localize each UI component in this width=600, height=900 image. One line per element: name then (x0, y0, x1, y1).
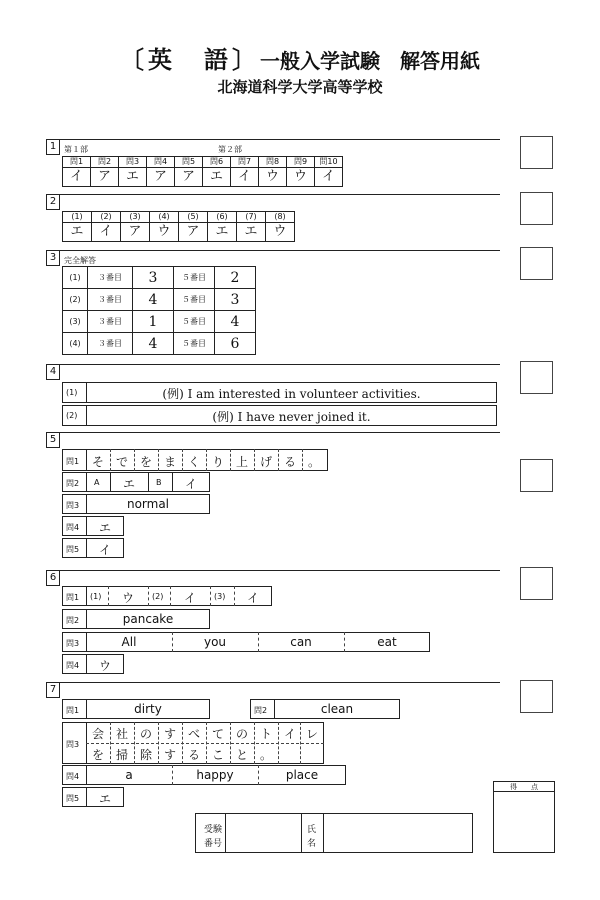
q7-q5-answer: エ (98, 792, 111, 806)
q2-label: (5) (179, 212, 208, 223)
q3-answer-grid (62, 266, 256, 355)
q1-label: 問9 (287, 157, 315, 168)
q6-number: 6 (46, 570, 60, 586)
q3-caption: 完全解答 (64, 256, 96, 265)
q5-q1-char: く (187, 455, 200, 469)
q7-q3-char: る (187, 748, 200, 762)
q1-answer: エ (203, 168, 231, 187)
q2-label: (1) (63, 212, 92, 223)
q7-q3-char: の (235, 727, 248, 741)
q1-label: 問6 (203, 157, 231, 168)
q2-score-box[interactable] (520, 192, 553, 225)
q1-answer: ア (91, 168, 119, 187)
q7-q1-answer: dirty (134, 702, 162, 716)
q5-divider (148, 472, 149, 492)
q2-answer: イ (92, 223, 121, 242)
q7-q3-char: 除 (139, 748, 152, 762)
q5-cell-divider (158, 449, 159, 471)
q1-label: 問2 (91, 157, 119, 168)
q7-q3-char: す (163, 748, 176, 762)
q5-q3-label: 問3 (66, 501, 80, 510)
q7-q4-word: a (125, 768, 133, 782)
total-score-label: 得 点 (510, 783, 538, 791)
q6-q1-label: 問1 (66, 593, 80, 602)
q6-q4-label: 問4 (66, 661, 80, 670)
q5-q2-label-b: B (156, 478, 162, 487)
q2-answer-grid (62, 211, 295, 242)
q7-q3-row-divider (86, 743, 324, 744)
q7-q3-char: 。 (259, 748, 272, 762)
q2-answer: エ (237, 223, 266, 242)
q6-rule (60, 570, 500, 571)
q7-cell-divider (182, 722, 183, 764)
q3-row-label: (1) (63, 267, 88, 289)
q7-q3-char: て (211, 727, 224, 741)
q2-label: (4) (150, 212, 179, 223)
q7-q3-char: を (91, 748, 104, 762)
q3-answer-3rd: 4 (133, 289, 174, 311)
q5-cell-divider (134, 449, 135, 471)
q2-answer: エ (63, 223, 92, 242)
q7-rule (60, 682, 500, 683)
q2-answer: ウ (266, 223, 295, 242)
q5-q2-answer-a: エ (122, 477, 135, 491)
q5-q1-char: ま (163, 455, 176, 469)
q6-q3-label: 問3 (66, 639, 80, 648)
q1-label: 問4 (147, 157, 175, 168)
q2-answer: ア (179, 223, 208, 242)
q5-q1-char: る (283, 455, 296, 469)
q1-label: 問10 (315, 157, 343, 168)
q5-q1-char: げ (259, 455, 272, 469)
q3-pos3-label: ３番目 (88, 267, 133, 289)
q6-q3-word: All (121, 635, 137, 649)
q1-part2: 第２部 (218, 145, 242, 154)
q6-cell-divider (148, 586, 149, 606)
q7-cell-divider (110, 722, 111, 764)
q7-q3-char: 掃 (115, 748, 128, 762)
q7-q3-char: ト (259, 727, 272, 741)
name-field[interactable] (324, 814, 472, 852)
q3-answer-5th: 4 (215, 311, 256, 333)
q5-cell-divider (278, 449, 279, 471)
q5-q5-answer: イ (98, 543, 111, 557)
q5-q5-label: 問5 (66, 545, 80, 554)
q3-answer-5th: 2 (215, 267, 256, 289)
q1-label: 問8 (259, 157, 287, 168)
q5-q2-label-a: A (94, 478, 100, 487)
q3-score-box[interactable] (520, 247, 553, 280)
q7-cell-divider (230, 722, 231, 764)
q5-rule (60, 432, 500, 433)
q5-q2-answer-b: イ (184, 477, 197, 491)
q7-score-box[interactable] (520, 680, 553, 713)
q1-answer: ア (175, 168, 203, 187)
q7-q3-char: こ (211, 748, 224, 762)
q7-q4-word: happy (196, 768, 234, 782)
school-name: 北海道科学大学高等学校 (217, 78, 383, 96)
q5-score-box[interactable] (520, 459, 553, 492)
q6-score-box[interactable] (520, 567, 553, 600)
q3-number: 3 (46, 250, 60, 266)
q7-q1-label: 問1 (66, 706, 80, 715)
q6-q1-part2: (2) (152, 592, 164, 601)
q7-q3-char: の (139, 727, 152, 741)
name-label-1: 氏 (307, 825, 317, 835)
q3-pos5-label: ５番目 (174, 289, 215, 311)
q2-label: (3) (121, 212, 150, 223)
total-score-field[interactable] (494, 792, 554, 852)
q1-rule (60, 139, 500, 140)
q1-answer: ウ (287, 168, 315, 187)
q6-q1-part3: (3) (214, 592, 226, 601)
q5-cell-divider (230, 449, 231, 471)
q5-cell-divider (182, 449, 183, 471)
q2-rule (60, 194, 500, 195)
q1-label: 問5 (175, 157, 203, 168)
q7-q3-char: イ (283, 727, 296, 741)
q5-q3-answer: normal (126, 497, 170, 511)
q7-q3-char: べ (187, 727, 200, 741)
q7-q4-word: place (285, 768, 319, 782)
q3-answer-5th: 3 (215, 289, 256, 311)
q7-number: 7 (46, 682, 60, 698)
q7-q3-char: 会 (91, 727, 104, 741)
q4-rule (60, 364, 500, 365)
q3-row-label: (3) (63, 311, 88, 333)
q6-q3-word: can (290, 635, 312, 649)
q6-q1-answer2: イ (183, 591, 196, 605)
exam-number-label-1: 受験 (204, 825, 223, 835)
q5-cell-divider (302, 449, 303, 471)
q7-cell-divider (206, 722, 207, 764)
q7-q4-label: 問4 (66, 772, 80, 781)
q7-q5-label: 問5 (66, 794, 80, 803)
q3-answer-5th: 6 (215, 333, 256, 355)
q2-number: 2 (46, 194, 60, 210)
q5-q1-char: を (139, 455, 152, 469)
q1-answer: イ (231, 168, 259, 187)
q1-label: 問1 (63, 157, 91, 168)
q1-score-box[interactable] (520, 136, 553, 169)
q2-label: (7) (237, 212, 266, 223)
q7-cell-divider (158, 722, 159, 764)
q4-score-box[interactable] (520, 361, 553, 394)
q7-q2-answer: clean (320, 702, 354, 716)
q2-answer: ウ (150, 223, 179, 242)
q1-answer: ウ (259, 168, 287, 187)
q1-part1: 第１部 (64, 145, 88, 154)
q6-q3-word: you (203, 635, 227, 649)
q4-answer-2: (例) I have never joined it. (212, 410, 371, 424)
q1-answer: ア (147, 168, 175, 187)
q3-pos5-label: ５番目 (174, 311, 215, 333)
q5-divider (86, 472, 87, 492)
name-label-2: 名 (307, 839, 317, 849)
q7-q3-char: す (163, 727, 176, 741)
q5-q2-label: 問2 (66, 479, 80, 488)
sheet-title: 〔英 語〕一般入学試験 解答用紙 (120, 45, 480, 74)
q5-q4-answer: エ (98, 521, 111, 535)
q5-q1-char: で (115, 455, 128, 469)
q3-pos3-label: ３番目 (88, 289, 133, 311)
q1-answer-grid (62, 156, 343, 187)
q4-label-2: (2) (66, 411, 78, 420)
q3-answer-3rd: 1 (133, 311, 174, 333)
q7-cell-divider (254, 722, 255, 764)
name-divider (301, 813, 302, 853)
q3-pos3-label: ３番目 (88, 333, 133, 355)
q5-q1-char: そ (91, 455, 104, 469)
q4-answer-1: (例) I am interested in volunteer activities. (162, 387, 421, 401)
q5-q1-char: り (211, 455, 224, 469)
q3-answer-3rd: 4 (133, 333, 174, 355)
q1-answer: エ (119, 168, 147, 187)
q7-q3-char: と (235, 748, 248, 762)
q2-label: (8) (266, 212, 295, 223)
q7-q3-char: 社 (115, 727, 128, 741)
q1-answer: イ (63, 168, 91, 187)
q2-answer: ア (121, 223, 150, 242)
q6-q3-word: eat (377, 635, 397, 649)
q6-q2-answer: pancake (122, 612, 174, 626)
q3-rule (60, 250, 500, 251)
q7-q3-label: 問3 (66, 740, 80, 749)
q6-q4-answer: ウ (98, 659, 111, 673)
q6-divider (86, 586, 87, 606)
q5-number: 5 (46, 432, 60, 448)
q2-label: (2) (92, 212, 121, 223)
q5-cell-divider (254, 449, 255, 471)
q5-q1-char: 上 (235, 455, 248, 469)
q7-q3-char: レ (305, 727, 318, 741)
q6-q1-answer3: イ (246, 591, 259, 605)
q4-label-1: (1) (66, 388, 78, 397)
exam-number-label-2: 番号 (204, 839, 223, 849)
q7-cell-divider (300, 722, 301, 764)
q5-cell-divider (110, 449, 111, 471)
q3-answer-3rd: 3 (133, 267, 174, 289)
q3-pos3-label: ３番目 (88, 311, 133, 333)
q1-label: 問7 (231, 157, 259, 168)
q5-q4-label: 問4 (66, 523, 80, 532)
q3-row-label: (2) (63, 289, 88, 311)
q5-q1-label: 問1 (66, 457, 80, 466)
q1-answer: イ (315, 168, 343, 187)
q6-q1-answer1: ウ (121, 591, 134, 605)
q3-pos5-label: ５番目 (174, 333, 215, 355)
q5-cell-divider (206, 449, 207, 471)
q7-q2-label: 問2 (254, 706, 268, 715)
q5-q1-char: 。 (307, 455, 320, 469)
q2-label: (6) (208, 212, 237, 223)
exam-number-field[interactable] (226, 814, 301, 852)
q3-pos5-label: ５番目 (174, 267, 215, 289)
q6-cell-divider (210, 586, 211, 606)
q6-q2-label: 問2 (66, 616, 80, 625)
q3-row-label: (4) (63, 333, 88, 355)
q2-answer: エ (208, 223, 237, 242)
q1-number: 1 (46, 139, 60, 155)
q6-q1-part1: (1) (90, 592, 102, 601)
q7-cell-divider (278, 722, 279, 764)
q7-cell-divider (134, 722, 135, 764)
q4-number: 4 (46, 364, 60, 380)
q1-label: 問3 (119, 157, 147, 168)
